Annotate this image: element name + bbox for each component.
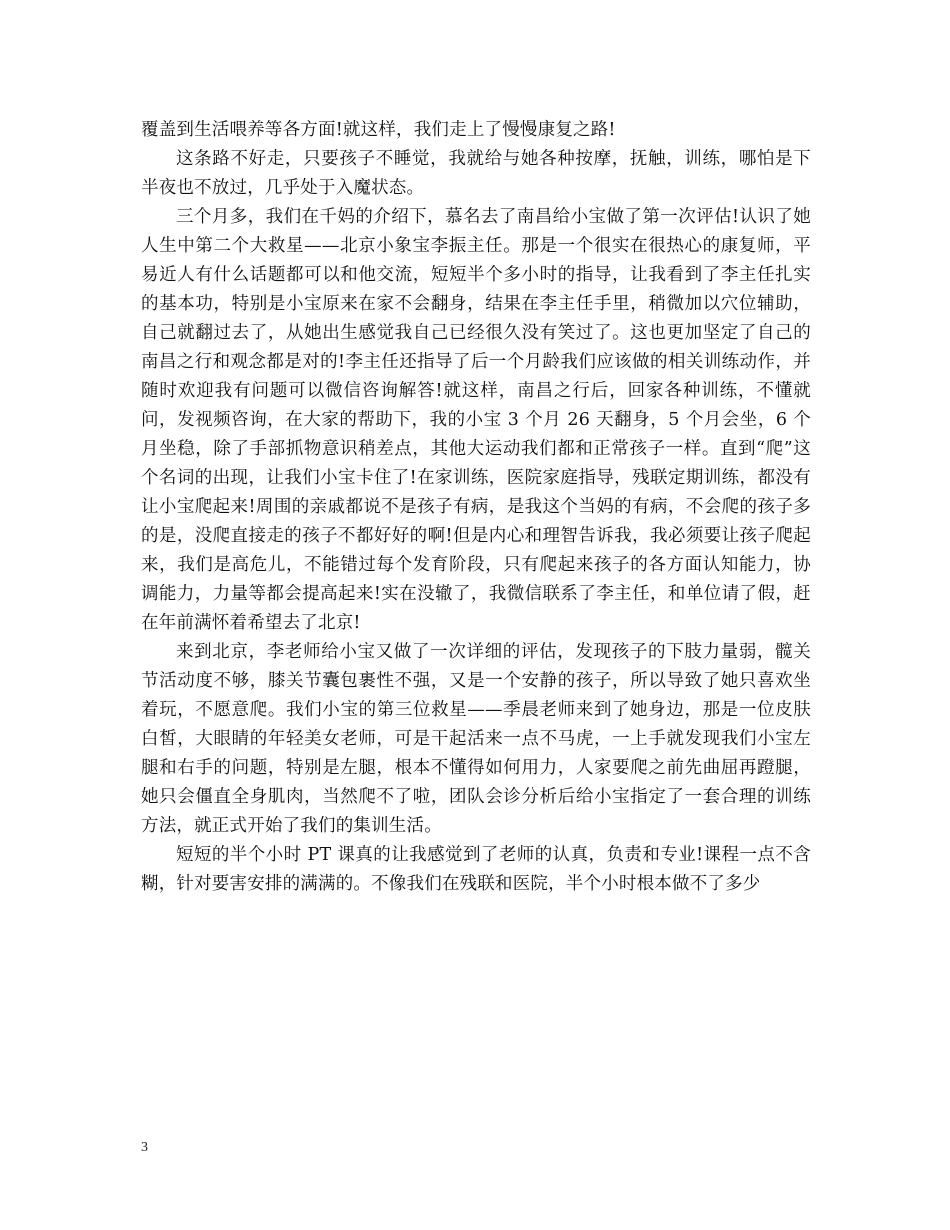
body-text (141, 116, 811, 899)
paragraph-2: 这条路不好走，只要孩子不睡觉，我就给与她各种按摩，抚触，训练，哪怕是下半夜也不放过，几乎处于入魔状态。 (141, 149, 811, 198)
paragraph-3: 三个月多，我们在千妈的介绍下，慕名去了南昌给小宝做了第一次评估!认识了她人生中第二个大救星——北京小象宝李振主任。那是一个很实在很热心的康复师，平易近人有什么话题都可以和他交流，短短半个多小时的指导，让我看到了李主任扎实的基本功，特别是小宝原来在家不会翻身，结果在李主任手里，稍微加以穴位辅助，自己就翻过去了，从她出生感觉我自己已经很久没有笑过了。这也更加坚定了自己的南昌之行和观念都是对的!李主任还指导了后一个月龄我们应该做的相关训练动作，并随时欢迎我有问题可以微信咨询解答!就这样，南昌之行后，回家各种训练，不懂就问，发视频咨询，在大家的帮助下，我的小宝 3 个月 26 天翻身，5 个月会坐，6 个月坐稳，除了手部抓物意识稍差点，其他大运动我们都和正常孩子一样。直到“爬”这个名词的出现，让我们小宝卡住了!在家训练，医院家庭指导，残联定期训练，都没有让小宝爬起来!周围的亲戚都说不是孩子有病，是我这个当妈的有病，不会爬的孩子多的是，没爬直接走的孩子不都好好的啊!但是内心和理智告诉我，我必须要让孩子爬起来，我们是高危儿，不能错过每个发育阶段，只有爬起来孩子的各方面认知能力，协调能力，力量等都会提高起来!实在没辙了，我微信联系了李主任，和单位请了假，赶在年前满怀着希望去了北京! (141, 207, 811, 633)
paragraph-1: 覆盖到生活喂养等各方面!就这样，我们走上了慢慢康复之路! (141, 120, 616, 140)
paragraph-4: 来到北京，李老师给小宝又做了一次详细的评估，发现孩子的下肢力量弱，髋关节活动度不够，膝关节囊包裹性不强，又是一个安静的孩子，所以导致了她只喜欢坐着玩，不愿意爬。我们小宝的第三位救星——季晨老师来到了她身边，那是一位皮肤白皙，大眼睛的年轻美女老师，可是干起活来一点不马虎，一上手就发现我们小宝左腿和右手的问题，特别是左腿，根本不懂得如何用力，人家要爬之前先曲屈再蹬腿，她只会僵直全身肌肉，当然爬不了啦，团队会诊分析后给小宝指定了一套合理的训练方法，就正式开始了我们的集训生活。 (141, 642, 811, 836)
page-number: 3 (141, 1140, 148, 1155)
paragraph-5: 短短的半个小时 PT 课真的让我感觉到了老师的认真，负责和专业!课程一点不含糊，针对要害安排的满满的。不像我们在残联和医院，半个小时根本做不了多少 (141, 845, 811, 894)
